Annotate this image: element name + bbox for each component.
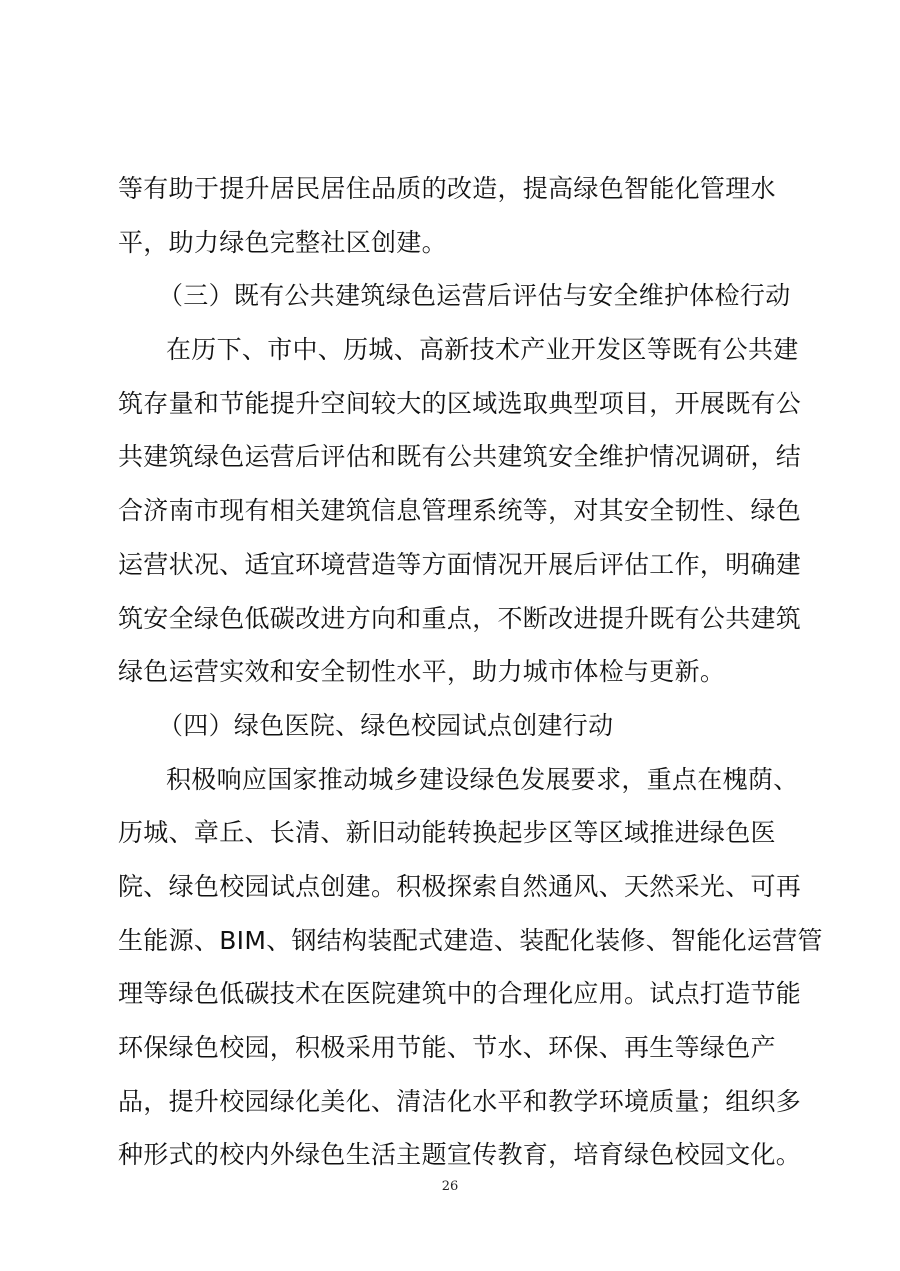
paragraph-line: 运营状况、适宜环境营造等方面情况开展后评估工作，明确建 [118,549,802,579]
paragraph-line: 筑安全绿色低碳改进方向和重点，不断改进提升既有公共建筑 [118,603,802,633]
section-heading-4: （四）绿色医院、绿色校园试点创建行动 [158,710,614,740]
paragraph-line: 绿色运营实效和安全韧性水平，助力城市体检与更新。 [118,657,726,687]
paragraph-line: 品，提升校园绿化美化、清洁化水平和教学环境质量；组织多 [118,1086,802,1116]
section-heading-3: （三）既有公共建筑绿色运营后评估与安全维护体检行动 [158,281,791,311]
paragraph-line: 历城、章丘、长清、新旧动能转换起步区等区域推进绿色医 [118,818,776,848]
paragraph-line: 等有助于提升居民居住品质的改造，提高绿色智能化管理水 [118,174,776,203]
paragraph-line: 积极响应国家推动城乡建设绿色发展要求，重点在槐荫、 [166,764,799,794]
paragraph-line: 生能源、BIM、钢结构装配式建造、装配化装修、智能化运营管 [118,925,823,955]
paragraph-line: 理等绿色低碳技术在医院建筑中的合理化应用。试点打造节能 [118,979,802,1009]
paragraph-line: 共建筑绿色运营后评估和既有公共建筑安全维护情况调研，结 [118,442,802,472]
page-number: 26 [441,1179,459,1194]
paragraph-line: 筑存量和节能提升空间较大的区域选取典型项目，开展既有公 [118,388,802,418]
paragraph-line: 院、绿色校园试点创建。积极探索自然通风、天然采光、可再 [118,871,802,901]
paragraph-line: 平，助力绿色完整社区创建。 [118,227,447,257]
paragraph-line: 环保绿色校园，积极采用节能、节水、环保、再生等绿色产 [118,1033,776,1062]
paragraph-line: 合济南市现有相关建筑信息管理系统等，对其安全韧性、绿色 [118,496,802,526]
paragraph-line: 在历下、市中、历城、高新技术产业开发区等既有公共建 [166,335,799,365]
body-text [118,162,823,1182]
paragraph-line: 种形式的校内外绿色生活主题宣传教育，培育绿色校园文化。 [118,1140,802,1170]
